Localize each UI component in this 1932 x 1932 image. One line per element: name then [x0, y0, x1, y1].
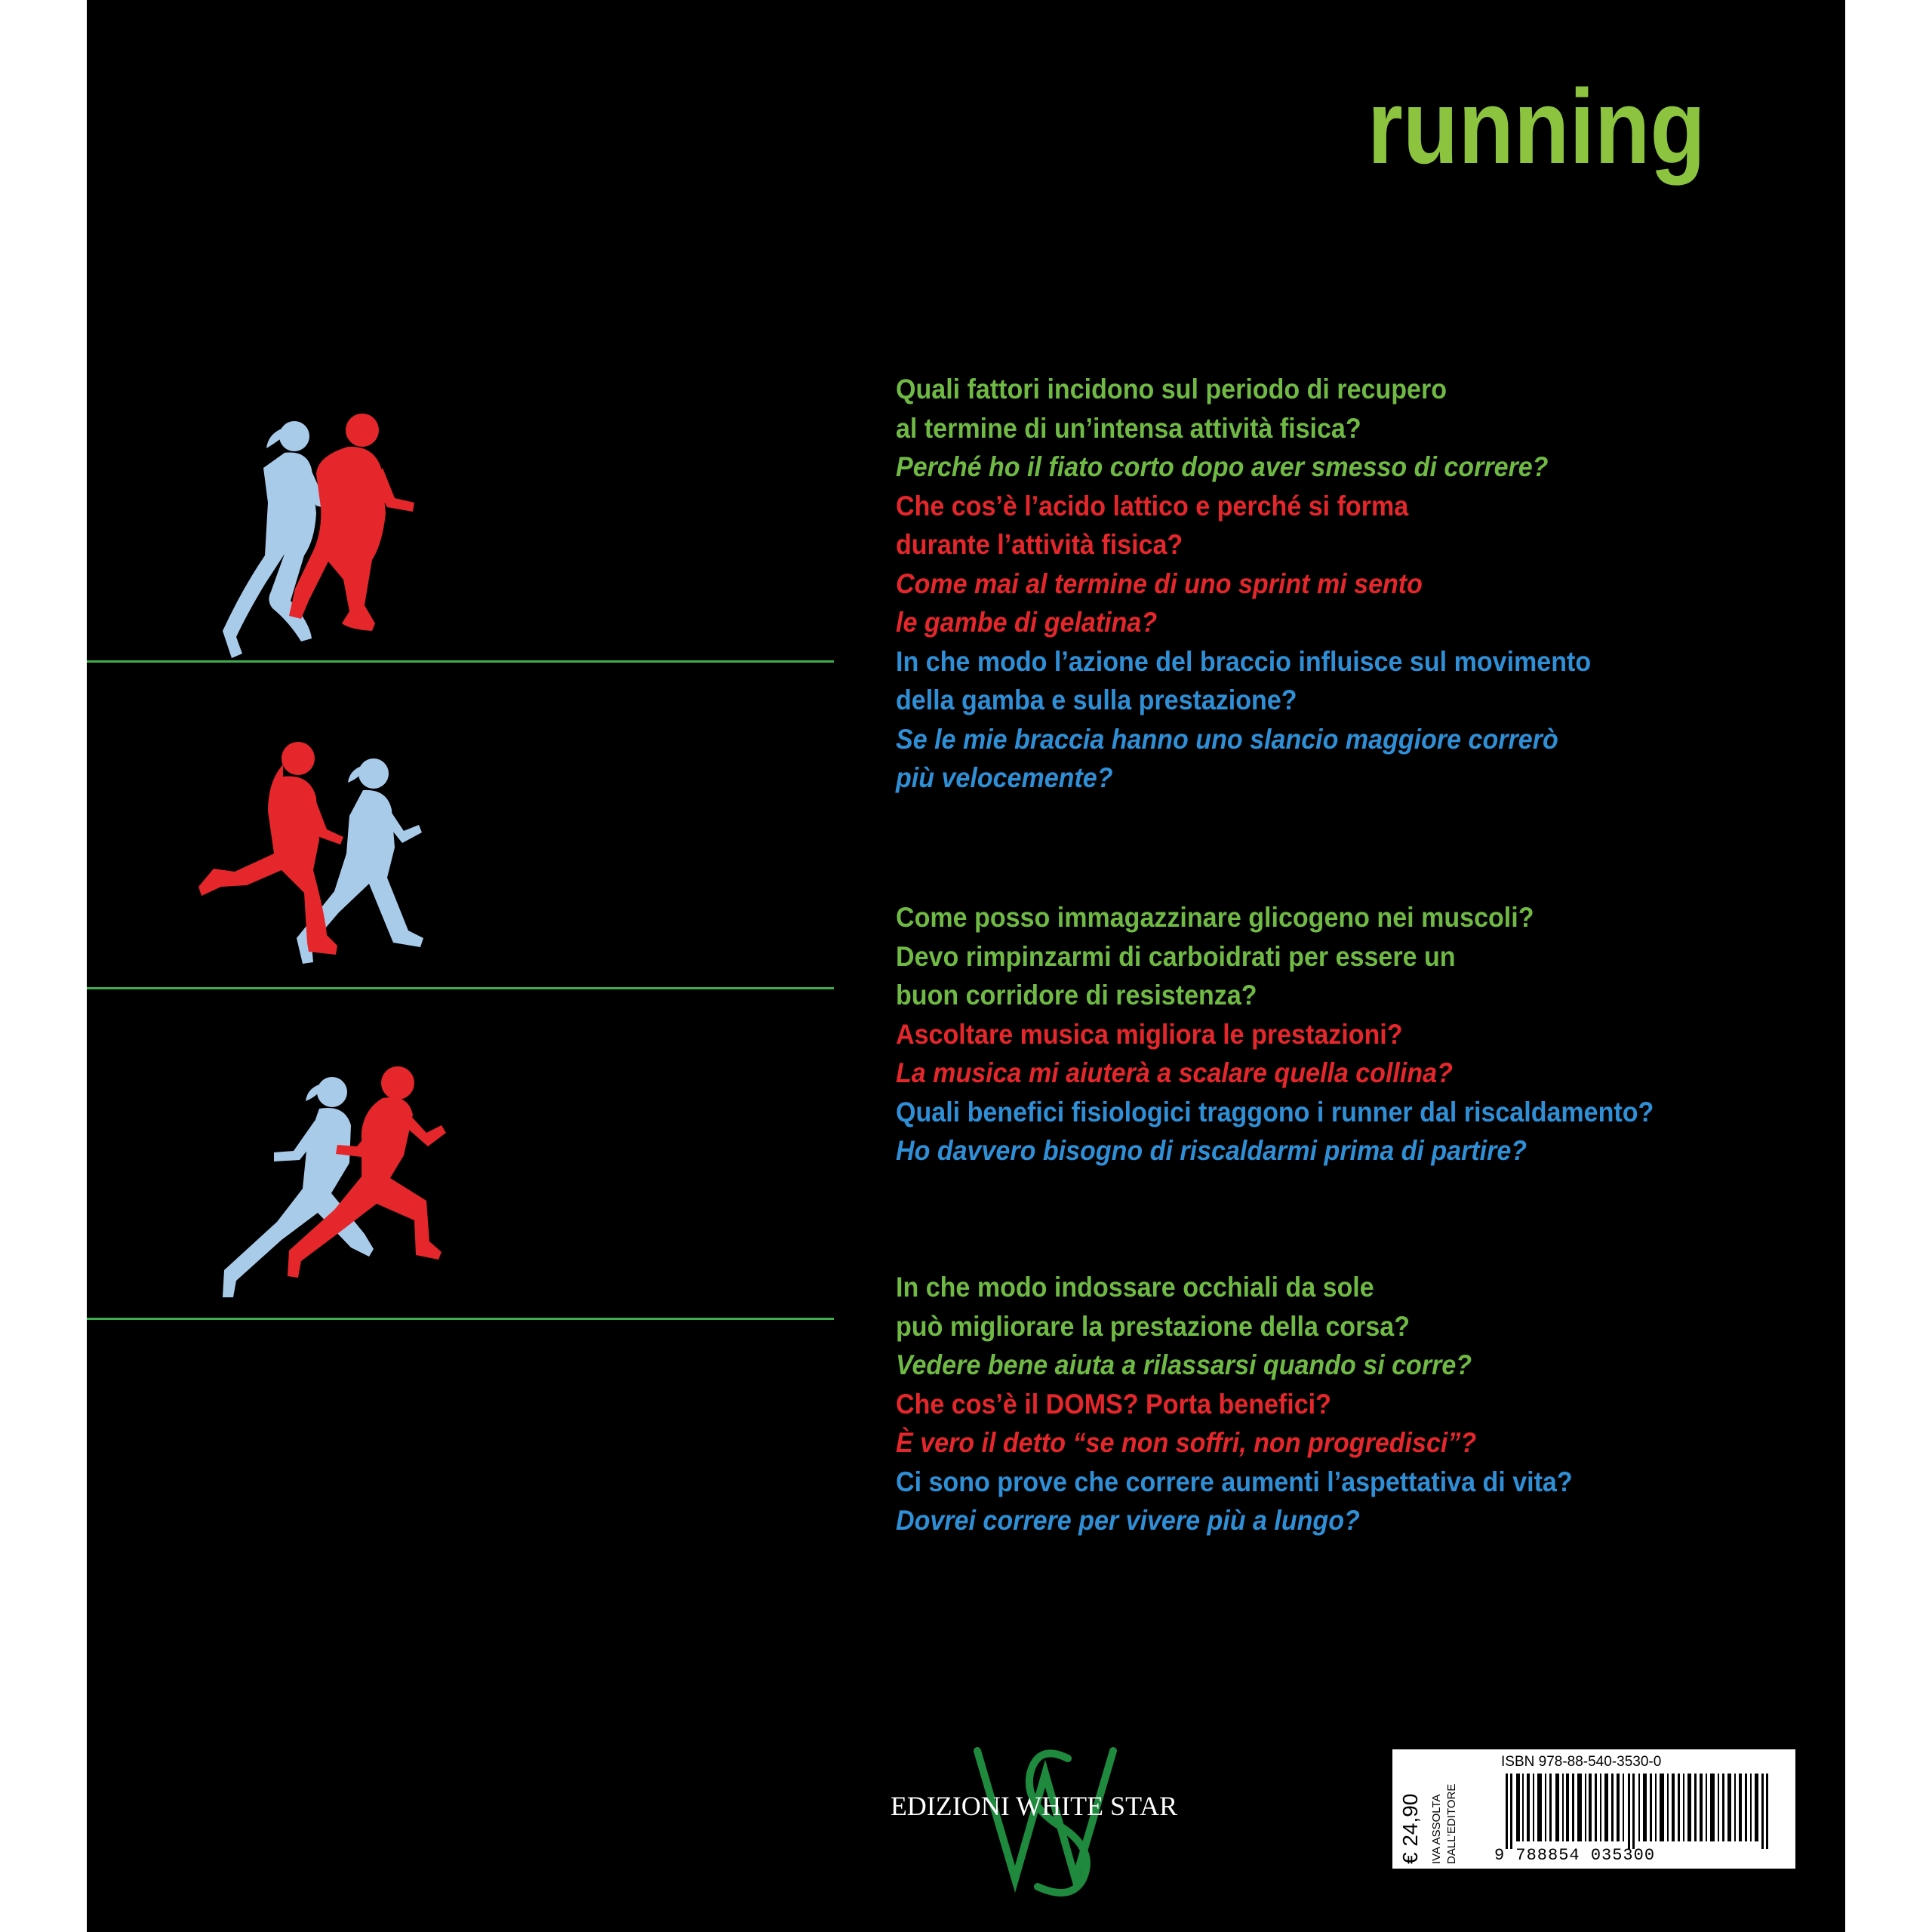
runners-illustration-3 — [185, 1060, 457, 1317]
runners-illustration-2 — [185, 736, 457, 992]
question-line: Se le mie braccia hanno uno slancio maggiore correrò — [896, 723, 1558, 755]
publisher-logo — [864, 1728, 1204, 1902]
question-line: al termine di un’intensa attività fisica? — [896, 412, 1361, 444]
question-line: La musica mi aiuterà a scalare quella collina? — [896, 1057, 1453, 1088]
question-line: buon corridore di resistenza? — [896, 980, 1257, 1011]
question-line: Quali benefici fisiologici traggono i runner dal riscaldamento? — [896, 1096, 1654, 1128]
question-line: Ascoltare musica migliora le prestazioni? — [896, 1018, 1403, 1050]
iva-text-2: DALL’EDITORE — [1445, 1783, 1458, 1864]
question-line: le gambe di gelatina? — [896, 607, 1158, 638]
question-line: Perché ho il fiato corto dopo aver smesso di correre? — [896, 451, 1549, 482]
ground-line-2 — [87, 987, 834, 989]
barcode-label — [1392, 1749, 1795, 1869]
runners-illustration-1 — [185, 408, 457, 664]
questions-section-3 — [896, 1268, 1801, 1540]
question-line: della gamba e sulla prestazione? — [896, 685, 1297, 715]
ean-digits: 9 788854 035300 — [1494, 1846, 1656, 1865]
ground-line-1 — [87, 660, 834, 663]
question-line: Devo rimpinzarmi di carboidrati per essere un — [896, 940, 1456, 972]
question-line: Come posso immagazzinare glicogeno nei muscoli? — [896, 902, 1534, 933]
questions-section-1 — [896, 370, 1801, 798]
price-text: € 24,90 — [1398, 1793, 1422, 1864]
question-line: Ci sono prove che correre aumenti l’aspettativa di vita? — [896, 1466, 1573, 1497]
question-line: In che modo l’azione del braccio influisce sul movimento — [896, 645, 1592, 677]
isbn-text: ISBN 978-88-540-3530-0 — [1501, 1754, 1662, 1770]
cover-title: running — [1367, 67, 1706, 186]
question-line: In che modo indossare occhiali da sole — [896, 1272, 1374, 1303]
runner-man-silhouette — [198, 742, 343, 955]
question-line: durante l’attività fisica? — [896, 529, 1183, 560]
book-back-cover — [87, 0, 1845, 1932]
question-line: Quali fattori incidono sul periodo di recupero — [896, 374, 1447, 405]
question-line: Ho davvero bisogno di riscaldarmi prima di partire? — [896, 1135, 1527, 1166]
question-line: Che cos’è l’acido lattico e perché si forma — [896, 490, 1409, 521]
question-line: Dovrei correre per vivere più a lungo? — [896, 1505, 1360, 1536]
question-line: Vedere bene aiuta a rilassarsi quando si corre? — [896, 1349, 1472, 1380]
barcode-bars-icon — [1506, 1774, 1785, 1849]
question-line: Come mai al termine di uno sprint mi sento — [896, 568, 1423, 599]
ground-line-3 — [87, 1318, 834, 1320]
question-line: È vero il detto “se non soffri, non progredisci”? — [896, 1427, 1477, 1458]
question-line: può migliorare la prestazione della corsa? — [896, 1310, 1411, 1342]
question-line: Che cos’è il DOMS? Porta benefici? — [896, 1388, 1331, 1420]
iva-text-1: IVA ASSOLTA — [1430, 1794, 1443, 1864]
publisher-name: EDIZIONI WHITE STAR — [890, 1791, 1178, 1821]
questions-section-2 — [896, 898, 1801, 1171]
question-line: più velocemente? — [896, 762, 1113, 793]
